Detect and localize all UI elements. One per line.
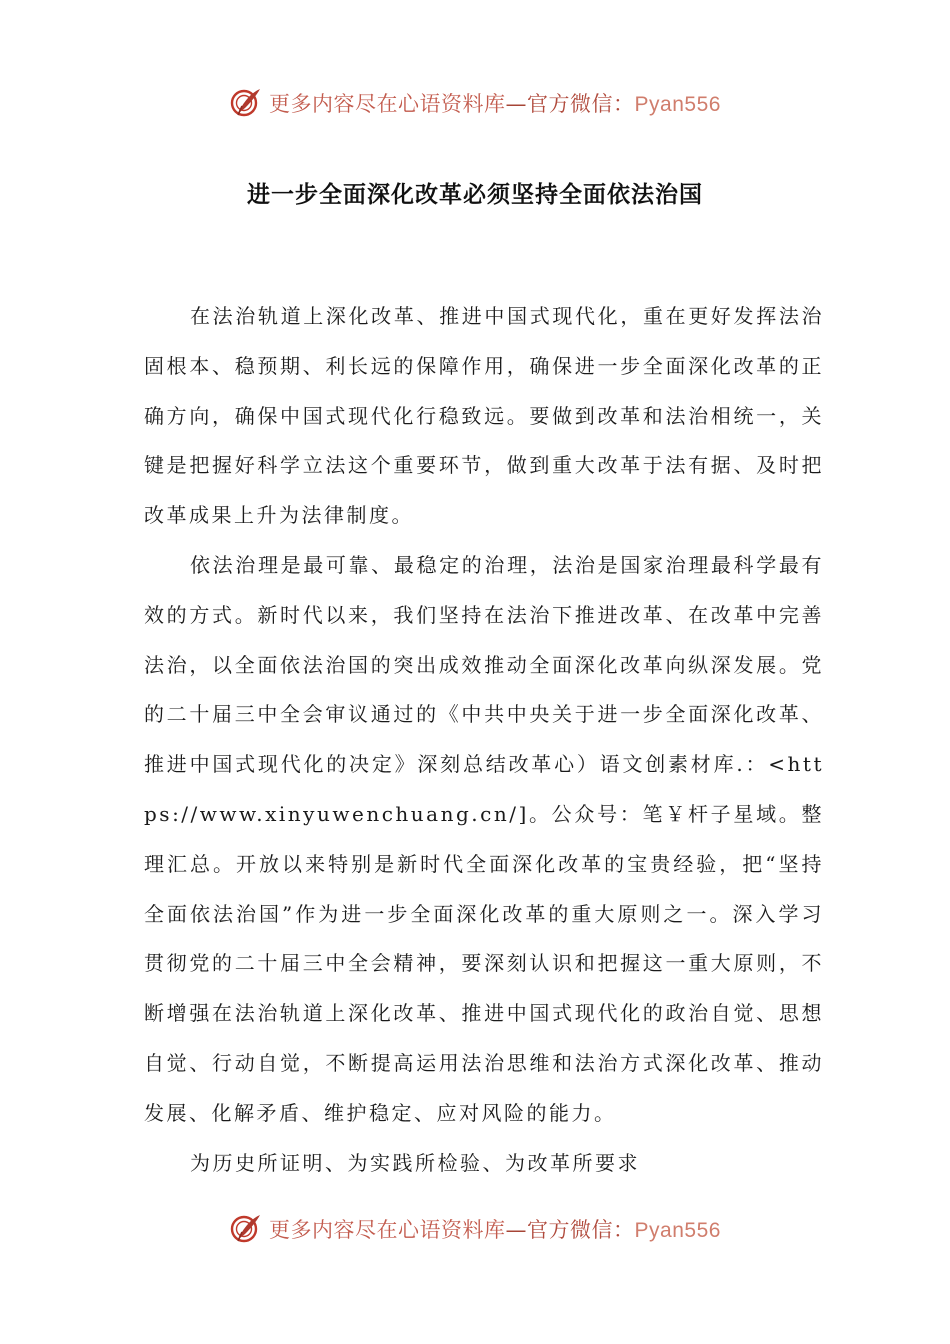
- watermark-wechat-id: Pyan556: [634, 1219, 721, 1242]
- document-body: [144, 292, 824, 1188]
- watermark-main: 更多内容尽在心语资料库: [269, 1218, 506, 1242]
- watermark-sub: 官方微信：: [527, 92, 635, 116]
- footer-watermark: [0, 1209, 950, 1249]
- page-title: 进一步全面深化改革必须坚持全面依法治国: [247, 182, 703, 208]
- quill-logo-icon: [229, 1212, 263, 1246]
- watermark-wechat-id: Pyan556: [634, 93, 721, 116]
- watermark-dash: —: [505, 92, 528, 116]
- watermark-sub: 官方微信：: [527, 1218, 635, 1242]
- watermark-text: [269, 1214, 721, 1244]
- paragraph: 依法治理是最可靠、最稳定的治理，法治是国家治理最科学最有效的方式。新时代以来，我们坚持在法治下推进改革、在改革中完善法治，以全面依法治国的突出成效推动全面深化改革向纵深发展。党的二十届三中全会审议通过的《中共中央关于进一步全面深化改革、推进中国式现代化的决定》深刻总结改革心）语文创素材库.：<https://www.xinyuwenchuang.cn/]。公众号：笔￥杆子星域。整理汇总。开放以来特别是新时代全面深化改革的宝贵经验，把“坚持全面依法治国”作为进一步全面深化改革的重大原则之一。深入学习贯彻党的二十届三中全会精神，要深刻认识和把握这一重大原则，不断增强在法治轨道上深化改革、推进中国式现代化的政治自觉、思想自觉、行动自觉，不断提高运用法治思维和法治方式深化改革、推动发展、化解矛盾、维护稳定、应对风险的能力。: [144, 552, 824, 1125]
- paragraph: 为历史所证明、为实践所检验、为改革所要求: [190, 1150, 640, 1175]
- watermark-dash: —: [505, 1218, 528, 1242]
- quill-logo-icon: [229, 86, 263, 120]
- paragraph: 在法治轨道上深化改革、推进中国式现代化，重在更好发挥法治固根本、稳预期、利长远的保障作用，确保进一步全面深化改革的正确方向，确保中国式现代化行稳致远。要做到改革和法治相统一，关键是把握好科学立法这个重要环节，做到重大改革于法有据、及时把改革成果上升为法律制度。: [144, 304, 824, 528]
- watermark-main: 更多内容尽在心语资料库: [269, 92, 506, 116]
- watermark-text: [269, 88, 721, 118]
- header-watermark: [0, 83, 950, 123]
